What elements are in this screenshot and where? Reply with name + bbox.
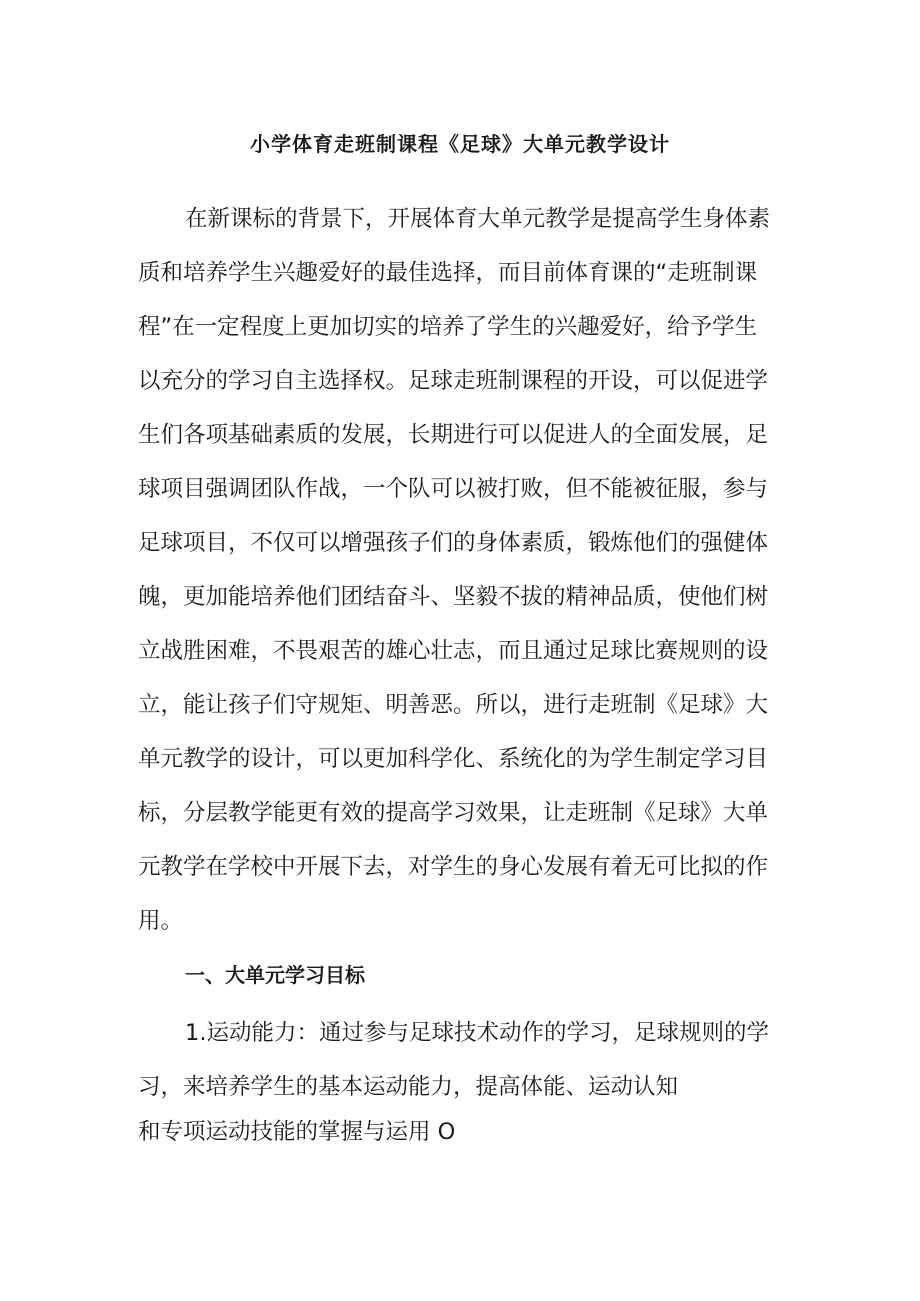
paragraph-line: 标，分层教学能更有效的提高学习效果，让走班制《足球》大单 <box>138 800 769 826</box>
paragraph-line: 单元教学的设计，可以更加科学化、系统化的为学生制定学习目 <box>138 746 769 772</box>
paragraph-line: 程”在一定程度上更加切实的培养了学生的兴趣爱好，给予学生 <box>138 314 758 340</box>
paragraph-line: 球项目强调团队作战，一个队可以被打败，但不能被征服，参与 <box>138 476 769 502</box>
paragraph-line: 足球项目，不仅可以增强孩子们的身体素质，锻炼他们的强健体 <box>138 530 769 556</box>
document-title: 小学体育走班制课程《足球》大单元教学设计 <box>250 132 670 156</box>
paragraph-line: 用。 <box>138 908 184 934</box>
section-heading: 一、大单元学习目标 <box>185 963 365 987</box>
paragraph-line: 在新课标的背景下，开展体育大单元教学是提高学生身体素 <box>185 206 771 232</box>
paragraph-line: 1.运动能力：通过参与足球技术动作的学习，足球规则的学 <box>185 1020 769 1046</box>
paragraph-line: 元教学在学校中开展下去，对学生的身心发展有着无可比拟的作 <box>138 854 769 880</box>
paragraph-line: 质和培养学生兴趣爱好的最佳选择，而目前体育课的“走班制课 <box>138 260 758 286</box>
paragraph-line: 魄，更加能培养他们团结奋斗、坚毅不拔的精神品质，使他们树 <box>138 584 769 610</box>
paragraph-line: 和专项运动技能的掌握与运用 O <box>138 1119 456 1145</box>
paragraph-line: 生们各项基础素质的发展，长期进行可以促进人的全面发展，足 <box>138 422 769 448</box>
paragraph-line: 以充分的学习自主选择权。足球走班制课程的开设，可以促进学 <box>138 368 769 394</box>
paragraph-line: 立，能让孩子们守规矩、明善恶。所以，进行走班制《足球》大 <box>138 692 769 718</box>
paragraph-line: 习，来培养学生的基本运动能力，提高体能、运动认知 <box>138 1074 679 1100</box>
paragraph-line: 立战胜困难，不畏艰苦的雄心壮志，而且通过足球比赛规则的设 <box>138 638 769 664</box>
